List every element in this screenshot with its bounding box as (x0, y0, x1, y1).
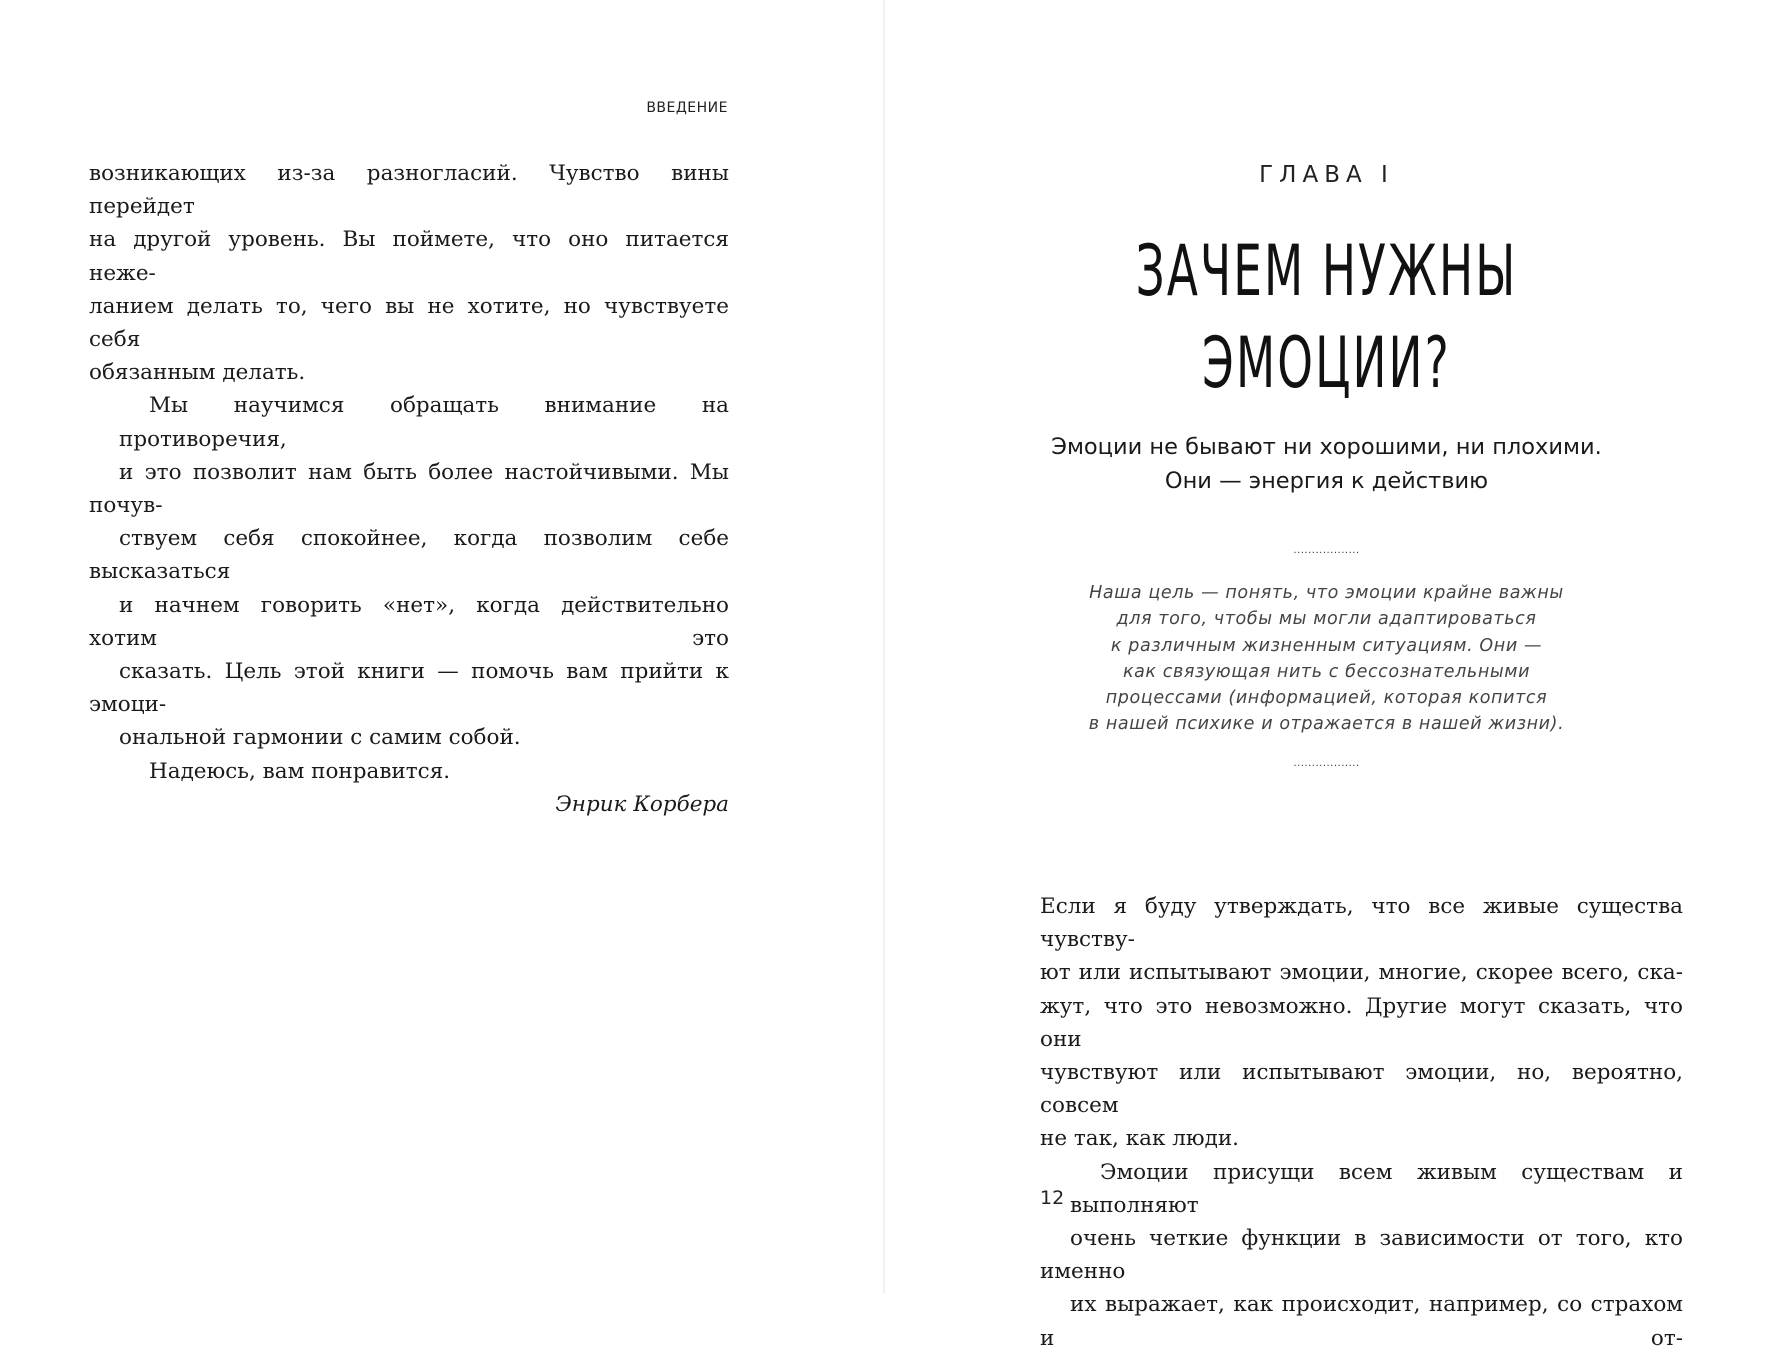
text-line: и это позволит нам быть более настойчивыми. Мы почув- (89, 459, 729, 519)
text-line: Надеюсь, вам понравится. (149, 758, 451, 784)
text-line: сказать. Цель этой книги — помочь вам прийти к эмоци- (89, 659, 729, 718)
text-line: Мы научимся обращать внимание на противоречия, (119, 393, 729, 452)
epigraph-line: Наша цель — понять, что эмоции крайне важны (1089, 583, 1564, 603)
left-body-text (89, 157, 729, 821)
epigraph-line: как связующая нить с бессознательными (1122, 661, 1531, 682)
page-number: 12 (1040, 1187, 1065, 1209)
text-line: и начнем говорить «нет», когда действительно хотим это (89, 592, 729, 651)
text-line: на другой уровень. Вы поймете, что оно питается неже- (89, 227, 729, 286)
text-line: ональной гармонии с самим собой. (119, 725, 521, 751)
subtitle-line: Они — энергия к действию (1164, 468, 1489, 494)
text-line: обязанным делать. (89, 360, 306, 386)
subtitle-line: Эмоции не бывают ни хорошими, ни плохими. (1051, 434, 1602, 460)
epigraph-line: к различным жизненным ситуациям. Они — (1110, 635, 1543, 656)
chapter-title (1009, 225, 1645, 409)
running-head: ВВЕДЕНИЕ (646, 100, 728, 116)
chapter-title-line: ЭМОЦИИ? (1202, 322, 1451, 404)
separator-dots: .................. (1293, 758, 1360, 769)
epigraph-line: процессами (информацией, которая копится (1105, 688, 1548, 709)
paragraph (89, 389, 729, 754)
text-line: Если я буду утверждать, что все живые существа чувству- (1040, 894, 1683, 953)
separator-dots: .................. (1293, 545, 1360, 556)
text-line: ствуем себя спокойнее, когда позволим себе высказаться (89, 526, 729, 585)
chapter-subtitle (885, 430, 1768, 498)
text-line: их выражает, как происходит, например, со страхом и от- (1040, 1292, 1683, 1351)
right-page (885, 0, 1768, 1351)
epigraph (885, 580, 1768, 738)
paragraph (89, 755, 729, 788)
text-line: ланием делать то, чего вы не хотите, но чувствуете себя (89, 293, 729, 353)
epigraph-line: для того, чтобы мы могли адаптироваться (1116, 609, 1537, 630)
right-body-text (1040, 890, 1683, 1355)
chapter-title-line: ЗАЧЕМ НУЖНЫ (1135, 230, 1518, 312)
epigraph-line: в нашей психике и отражается в нашей жизни). (1088, 714, 1565, 735)
text-line: Эмоции присущи всем живым существам и выполняют (1070, 1159, 1683, 1218)
text-line: не так, как люди. (1040, 1126, 1240, 1152)
chapter-label: ГЛАВА I (1259, 162, 1394, 188)
text-line: возникающих из-за разногласий. Чувство вины перейдет (89, 161, 729, 220)
paragraph (1040, 1156, 1683, 1355)
paragraph (1040, 890, 1683, 1156)
text-line: жут, что это невозможно. Другие могут сказать, что они (1040, 993, 1683, 1052)
author-signature: Энрик Корбера (555, 791, 729, 817)
paragraph (89, 157, 729, 389)
text-line: чувствуют или испытывают эмоции, но, вероятно, совсем (1040, 1060, 1683, 1119)
text-line: ют или испытывают эмоции, многие, скорее всего, ска- (1040, 960, 1683, 986)
text-line: очень четкие функции в зависимости от того, кто именно (1040, 1226, 1683, 1285)
left-page (0, 0, 883, 1293)
